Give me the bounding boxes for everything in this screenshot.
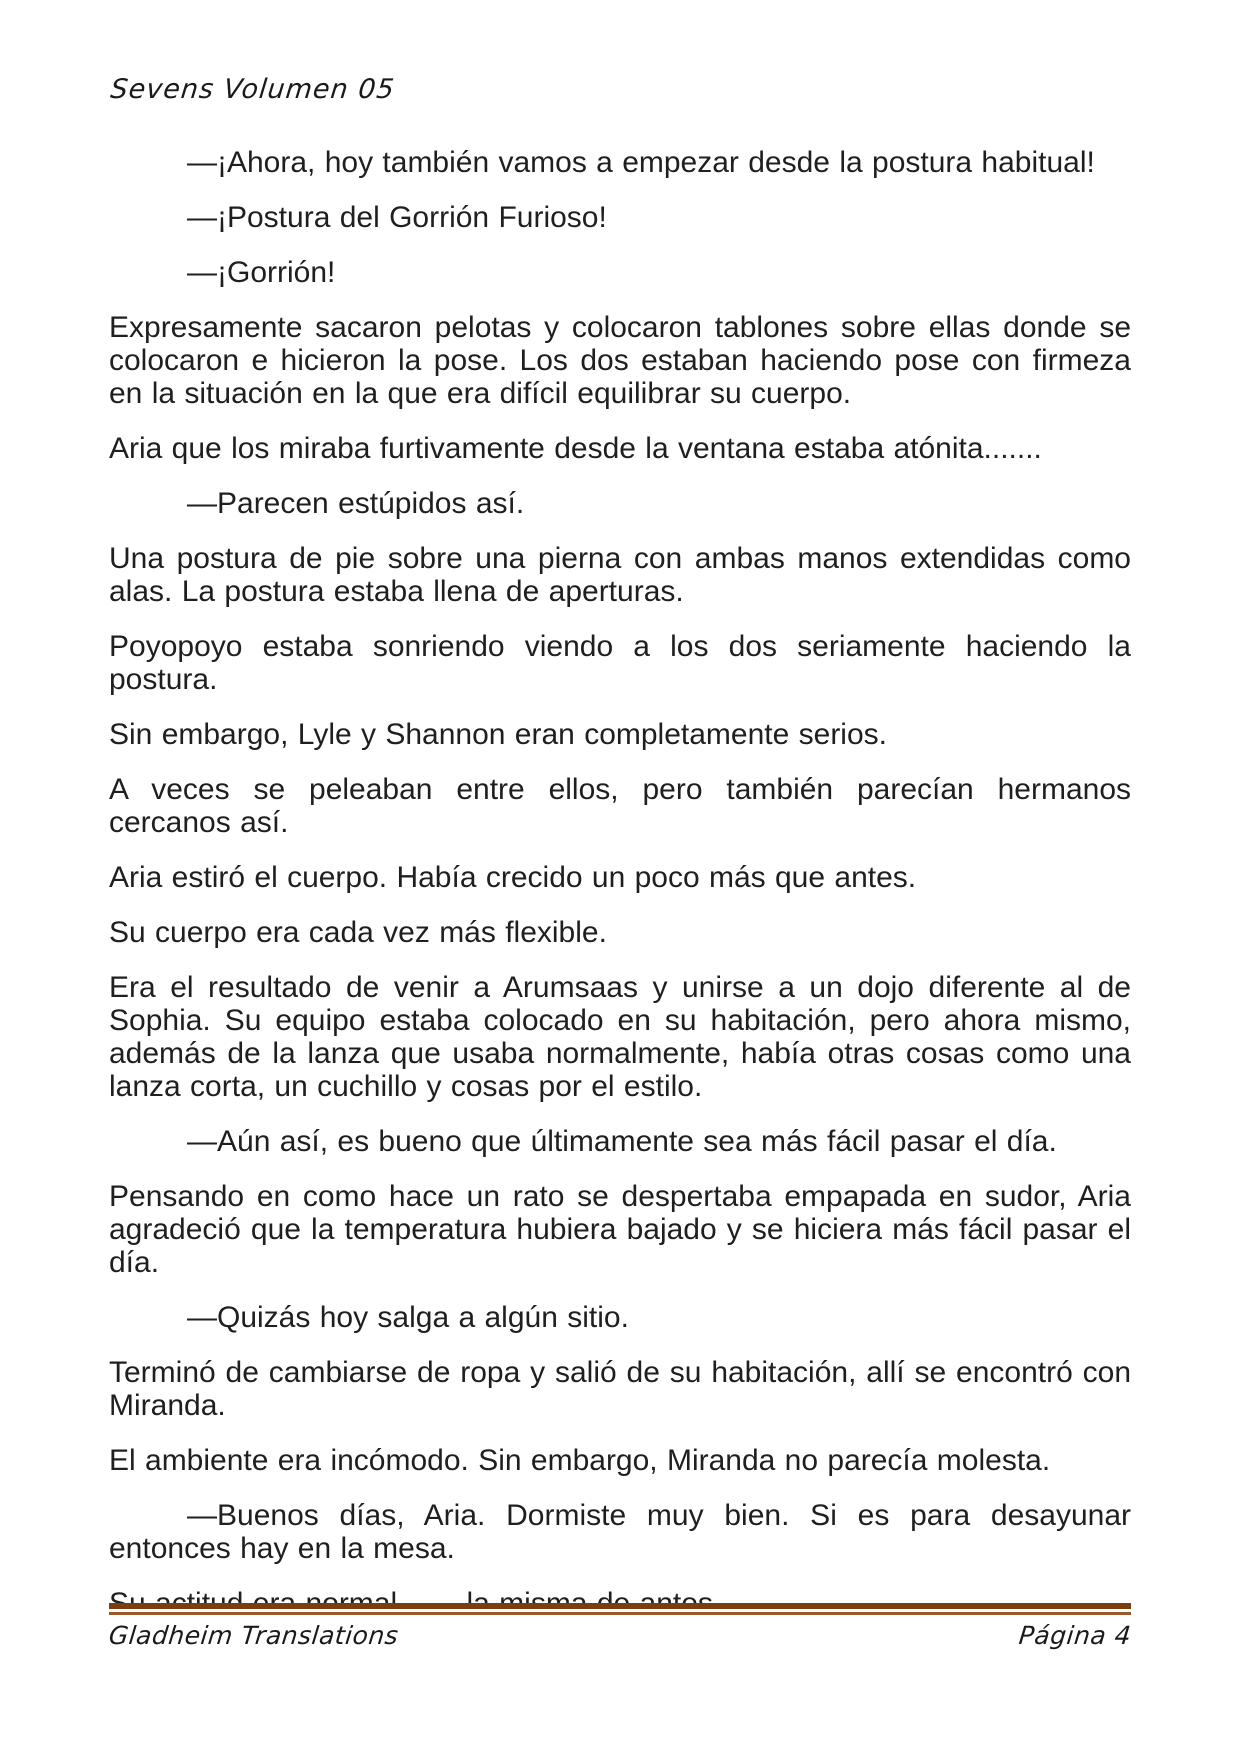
page-body [109, 146, 1131, 1642]
dialogue-paragraph: —¡Postura del Gorrión Furioso! [187, 201, 607, 234]
narration-paragraph: Su cuerpo era cada vez más flexible. [109, 916, 607, 949]
dialogue-paragraph: —Parecen estúpidos así. [187, 487, 525, 520]
narration-paragraph: A veces se peleaban entre ellos, pero también parecían hermanos cercanos así. [109, 773, 1131, 839]
dialogue-paragraph: —Aún así, es bueno que últimamente sea más fácil pasar el día. [187, 1125, 1057, 1158]
narration-paragraph: Aria estiró el cuerpo. Había crecido un poco más que antes. [109, 861, 917, 894]
dialogue-paragraph: —¡Ahora, hoy también vamos a empezar desde la postura habitual! [187, 146, 1095, 179]
footer-page-number: Página 4 [1017, 1621, 1133, 1650]
narration-paragraph: Aria que los miraba furtivamente desde la ventana estaba atónita....... [109, 432, 1042, 465]
page-header [109, 74, 1131, 105]
dialogue-paragraph: —¡Gorrión! [187, 256, 336, 289]
narration-paragraph: Poyopoyo estaba sonriendo viendo a los dos seriamente haciendo la postura. [109, 630, 1131, 696]
header-title: Sevens Volumen 05 [109, 74, 397, 105]
footer-translator-credit: Gladheim Translations [107, 1621, 400, 1650]
narration-paragraph: Pensando en como hace un rato se despertaba empapada en sudor, Aria agradeció que la temperatura hubiera bajado y se hiciera más fácil pasar el día. [109, 1180, 1131, 1279]
narration-paragraph: Una postura de pie sobre una pierna con ambas manos extendidas como alas. La postura estaba llena de aperturas. [109, 542, 1131, 608]
dialogue-paragraph: —Buenos días, Aria. Dormiste muy bien. Si es para desayunar entonces hay en la mesa. [109, 1499, 1131, 1565]
narration-paragraph: Sin embargo, Lyle y Shannon eran completamente serios. [109, 718, 887, 751]
dialogue-paragraph: —Quizás hoy salga a algún sitio. [187, 1301, 629, 1334]
narration-paragraph: El ambiente era incómodo. Sin embargo, Miranda no parecía molesta. [109, 1444, 1051, 1477]
narration-paragraph: Era el resultado de venir a Arumsaas y unirse a un dojo diferente al de Sophia. Su equipo estaba colocado en su habitación, pero ahora mismo, además de la lanza que usaba normalmente, había otras cosas como una lanza corta, un cuchillo y cosas por el estilo. [109, 971, 1131, 1103]
narration-paragraph: Expresamente sacaron pelotas y colocaron tablones sobre ellas donde se colocaron e hicieron la pose. Los dos estaban haciendo pose con firmeza en la situación en la que era difícil equilibrar su cuerpo. [109, 311, 1131, 410]
footer-divider [109, 1603, 1131, 1615]
narration-paragraph: Terminó de cambiarse de ropa y salió de su habitación, allí se encontró con Miranda. [109, 1356, 1131, 1422]
page-footer [109, 1621, 1131, 1650]
